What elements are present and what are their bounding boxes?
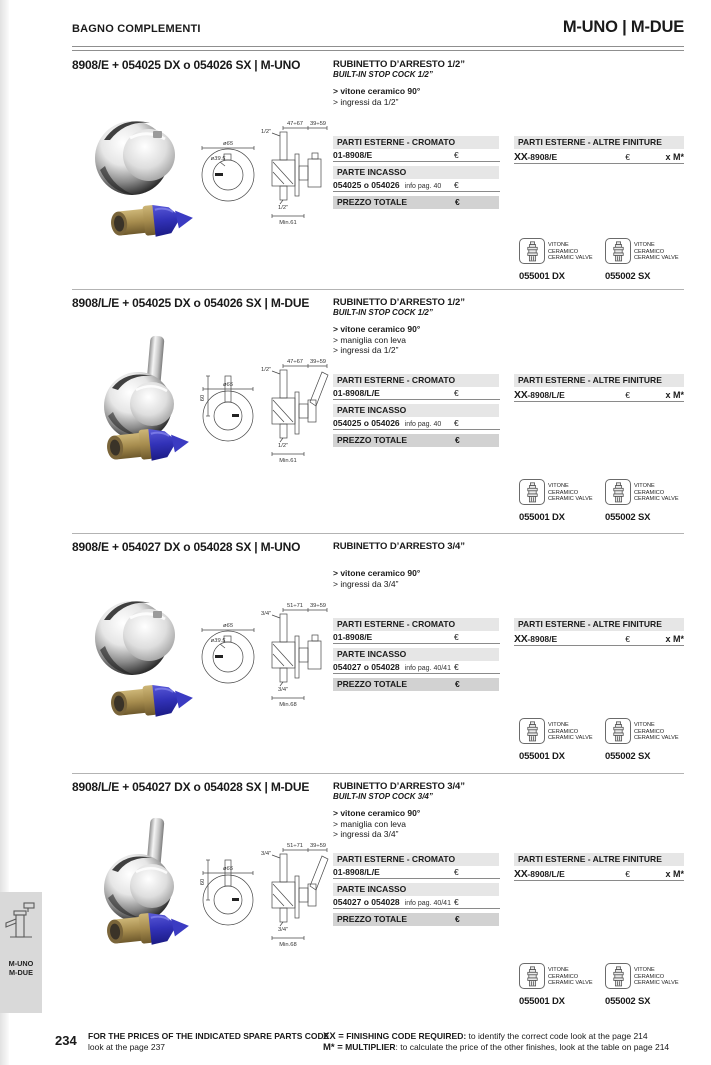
ceramic-valve-codes — [519, 479, 685, 523]
table-row-esterne — [333, 149, 500, 162]
svg-text:Min.61: Min.61 — [279, 220, 297, 226]
svg-text:1/2”: 1/2” — [278, 443, 288, 449]
product-name-it: RUBINETTO D’ARRESTO 1/2” — [333, 59, 465, 70]
feature-item: > vitone ceramico 90° — [333, 324, 421, 334]
footer-spare-parts-note — [88, 1031, 329, 1052]
table-header-esterne: PARTI ESTERNE - CROMATO — [333, 136, 499, 149]
valve-label-it: VITONE CERAMICO — [548, 967, 579, 980]
svg-text:39÷59: 39÷59 — [309, 603, 327, 609]
feature-item: > maniglia con leva — [333, 818, 407, 829]
total-label: PREZZO TOTALE — [337, 435, 408, 445]
page-header-category: BAGNO COMPLEMENTI — [72, 23, 201, 35]
valve-cartridge-icon — [605, 718, 631, 744]
tab-series-line2: M-DUE — [9, 967, 33, 977]
valve-label-it: VITONE CERAMICO — [634, 967, 665, 980]
part-code: 01-8908/E — [333, 632, 373, 642]
currency-symbol: € — [625, 390, 630, 400]
valve-label-it: VITONE CERAMICO — [548, 483, 579, 496]
product-code-title: 8908/E + 054025 DX o 054026 SX | M-UNO — [72, 58, 301, 72]
technical-drawing — [192, 102, 332, 227]
product-photo-knob — [92, 108, 187, 208]
table-header-incasso: PARTE INCASSO — [333, 404, 499, 417]
other-finishes-table — [514, 136, 684, 164]
table-row-incasso — [333, 179, 500, 192]
table-row-esterne — [333, 866, 500, 879]
product-photo-valve-body — [108, 676, 198, 726]
total-label: PREZZO TOTALE — [337, 914, 408, 924]
valve-option-dx — [519, 238, 599, 282]
feature-item: > vitone ceramico 90° — [333, 808, 421, 818]
total-label: PREZZO TOTALE — [337, 197, 408, 207]
svg-text:ø39.5: ø39.5 — [210, 156, 226, 162]
valve-code: 055001 DX — [519, 271, 565, 282]
svg-text:51÷71: 51÷71 — [286, 603, 304, 609]
footer-multiplier-legend: M* = MULTIPLIER: to calculate the price of the other finishes, look at the table on page 214 — [323, 1042, 670, 1053]
footer-note-bold: FOR THE PRICES OF THE INDICATED SPARE PARTS CODE — [88, 1031, 330, 1041]
multiplier-label: x M* — [665, 390, 684, 400]
currency-symbol: € — [454, 180, 459, 190]
svg-text:ø65: ø65 — [223, 623, 233, 629]
table-total-row — [333, 678, 499, 691]
valve-label-en: CERAMIC VALVE — [548, 496, 593, 503]
valve-label-en: CERAMIC VALVE — [548, 980, 593, 987]
feature-item: > maniglia con leva — [333, 334, 407, 345]
product-section-2 — [0, 296, 711, 532]
currency-symbol: € — [625, 152, 630, 162]
valve-label-it: VITONE CERAMICO — [634, 722, 665, 735]
price-table — [333, 853, 500, 926]
product-code-title: 8908/E + 054027 DX o 054028 SX | M-UNO — [72, 540, 301, 554]
valve-code: 055001 DX — [519, 996, 565, 1007]
currency-symbol: € — [625, 869, 630, 879]
product-code-title: 8908/L/E + 054027 DX o 054028 SX | M-DUE — [72, 780, 310, 794]
svg-text:ø65: ø65 — [223, 866, 233, 872]
svg-text:Min.68: Min.68 — [279, 942, 297, 948]
svg-text:47÷67: 47÷67 — [286, 359, 304, 365]
product-name-it: RUBINETTO D’ARRESTO 3/4” — [333, 541, 465, 552]
svg-text:47÷67: 47÷67 — [286, 121, 304, 127]
info-page-ref: info pag. 40 — [404, 421, 442, 428]
multiplier-label: x M* — [665, 634, 684, 644]
product-section-3 — [0, 540, 711, 772]
valve-label-en: CERAMIC VALVE — [634, 980, 679, 987]
valve-label-en: CERAMIC VALVE — [548, 735, 593, 742]
feature-item: > ingressi da 1/2” — [333, 345, 399, 355]
finish-code-prefix: XX — [514, 868, 528, 880]
svg-text:1/2”: 1/2” — [261, 129, 271, 135]
other-finishes-table — [514, 374, 684, 402]
currency-symbol: € — [455, 197, 460, 207]
section-divider — [72, 533, 684, 534]
feature-item: > ingressi da 1/2” — [333, 96, 399, 107]
valve-option-sx — [605, 479, 685, 523]
currency-symbol: € — [454, 867, 459, 877]
table-header-esterne: PARTI ESTERNE - CROMATO — [333, 853, 499, 866]
valve-cartridge-icon — [519, 718, 545, 744]
currency-symbol: € — [454, 897, 459, 907]
part-code: 054025 o 054026 — [333, 180, 400, 190]
product-name-en: BUILT-IN STOP COCK 3/4” — [333, 792, 433, 801]
feature-item: > vitone ceramico 90° — [333, 86, 421, 96]
table-header-finiture: PARTI ESTERNE - ALTRE FINITURE — [514, 374, 684, 387]
feature-item: > vitone ceramico 90° — [333, 568, 421, 578]
valve-label-en: CERAMIC VALVE — [634, 255, 679, 262]
valve-code: 055001 DX — [519, 512, 565, 523]
svg-text:39÷59: 39÷59 — [309, 121, 327, 127]
page-number: 234 — [55, 1033, 77, 1048]
valve-option-sx — [605, 238, 685, 282]
product-photo-valve-body — [108, 196, 198, 246]
table-header-finiture: PARTI ESTERNE - ALTRE FINITURE — [514, 136, 684, 149]
part-code: 01-8908/L/E — [333, 388, 380, 398]
table-row-incasso — [333, 417, 500, 430]
valve-label-it: VITONE CERAMICO — [634, 483, 665, 496]
part-code: -8908/E — [527, 152, 558, 162]
feature-item: > ingressi da 3/4” — [333, 578, 399, 589]
svg-text:3/4”: 3/4” — [278, 687, 288, 693]
svg-text:60: 60 — [200, 878, 206, 886]
footer-note-rest: look at the page 237 — [88, 1041, 166, 1052]
product-section-1 — [0, 58, 711, 288]
table-header-incasso: PARTE INCASSO — [333, 883, 499, 896]
table-row-finiture — [514, 631, 684, 646]
currency-symbol: € — [455, 435, 460, 445]
valve-label-en: CERAMIC VALVE — [634, 496, 679, 503]
svg-text:1/2”: 1/2” — [278, 205, 288, 211]
feature-list — [333, 324, 420, 356]
valve-option-sx — [605, 963, 685, 1007]
currency-symbol: € — [454, 662, 459, 672]
valve-cartridge-icon — [519, 479, 545, 505]
valve-code: 055002 SX — [605, 751, 651, 762]
svg-text:3/4”: 3/4” — [278, 927, 288, 933]
currency-symbol: € — [625, 634, 630, 644]
valve-label-it: VITONE CERAMICO — [634, 242, 665, 255]
valve-cartridge-icon — [605, 963, 631, 989]
svg-text:ø39.5: ø39.5 — [210, 638, 226, 644]
svg-text:3/4”: 3/4” — [261, 851, 271, 857]
footer-xx-legend: XX = FINISHING CODE REQUIRED: to identify the correct code look at the page 214 — [323, 1031, 648, 1042]
table-row-finiture — [514, 387, 684, 402]
table-total-row — [333, 913, 499, 926]
valve-cartridge-icon — [519, 963, 545, 989]
currency-symbol: € — [455, 914, 460, 924]
valve-option-dx — [519, 963, 599, 1007]
product-name-en: BUILT-IN STOP COCK 1/2” — [333, 308, 433, 317]
table-header-esterne: PARTI ESTERNE - CROMATO — [333, 618, 499, 631]
price-table — [333, 374, 500, 447]
product-code-title: 8908/L/E + 054025 DX o 054026 SX | M-DUE — [72, 296, 310, 310]
currency-symbol: € — [454, 150, 459, 160]
part-code: 01-8908/L/E — [333, 867, 380, 877]
product-photo-valve-body — [104, 904, 194, 954]
total-label: PREZZO TOTALE — [337, 679, 408, 689]
valve-cartridge-icon — [605, 479, 631, 505]
table-row-esterne — [333, 631, 500, 644]
product-description — [333, 297, 465, 318]
price-table — [333, 618, 500, 691]
series-side-tab — [0, 892, 42, 1013]
product-description — [333, 59, 465, 80]
product-name-en — [333, 552, 465, 562]
table-header-esterne: PARTI ESTERNE - CROMATO — [333, 374, 499, 387]
product-section-4 — [0, 780, 711, 1015]
feature-item: > ingressi da 3/4” — [333, 829, 399, 839]
svg-text:39÷59: 39÷59 — [309, 359, 327, 365]
ceramic-valve-codes — [519, 238, 685, 282]
valve-option-dx — [519, 479, 599, 523]
svg-text:Min.61: Min.61 — [279, 458, 297, 464]
feature-list — [333, 86, 420, 107]
valve-label-en: CERAMIC VALVE — [548, 255, 593, 262]
svg-text:60: 60 — [200, 394, 206, 402]
table-header-finiture: PARTI ESTERNE - ALTRE FINITURE — [514, 618, 684, 631]
product-name-it: RUBINETTO D’ARRESTO 3/4” — [333, 781, 465, 792]
multiplier-label: x M* — [665, 152, 684, 162]
part-code: 01-8908/E — [333, 150, 373, 160]
info-page-ref: info pag. 40/41 — [404, 665, 451, 672]
footer-legend — [323, 1031, 669, 1053]
product-photo-knob — [92, 588, 187, 688]
valve-option-dx — [519, 718, 599, 762]
product-description — [333, 781, 465, 802]
valve-code: 055001 DX — [519, 751, 565, 762]
svg-text:Min.68: Min.68 — [279, 702, 297, 708]
svg-text:39÷59: 39÷59 — [309, 843, 327, 849]
table-total-row — [333, 196, 499, 209]
ceramic-valve-codes — [519, 963, 685, 1007]
feature-list — [333, 808, 420, 840]
part-code: -8908/L/E — [527, 869, 565, 879]
valve-code: 055002 SX — [605, 996, 651, 1007]
table-row-esterne — [333, 387, 500, 400]
price-table — [333, 136, 500, 209]
table-header-incasso: PARTE INCASSO — [333, 648, 499, 661]
table-row-finiture — [514, 866, 684, 881]
ceramic-valve-codes — [519, 718, 685, 762]
valve-cartridge-icon — [605, 238, 631, 264]
valve-label-it: VITONE CERAMICO — [548, 242, 579, 255]
tab-series-line1: M-UNO — [8, 959, 34, 968]
valve-code: 055002 SX — [605, 512, 651, 523]
other-finishes-table — [514, 618, 684, 646]
currency-symbol: € — [455, 679, 460, 689]
currency-symbol: € — [454, 418, 459, 428]
finish-code-prefix: XX — [514, 151, 528, 163]
page-header-series: M-UNO | M-DUE — [562, 18, 684, 36]
table-row-incasso — [333, 661, 500, 674]
part-code: -8908/L/E — [527, 390, 565, 400]
feature-list — [333, 568, 420, 589]
technical-drawing — [192, 584, 332, 709]
header-rule — [72, 46, 684, 51]
faucet-icon — [3, 900, 39, 946]
technical-drawing — [192, 340, 332, 465]
section-divider — [72, 289, 684, 290]
currency-symbol: € — [454, 388, 459, 398]
table-row-incasso — [333, 896, 500, 909]
info-page-ref: info pag. 40 — [404, 183, 442, 190]
info-page-ref: info pag. 40/41 — [404, 900, 451, 907]
valve-cartridge-icon — [519, 238, 545, 264]
table-header-finiture: PARTI ESTERNE - ALTRE FINITURE — [514, 853, 684, 866]
svg-text:1/2”: 1/2” — [261, 367, 271, 373]
product-name-it: RUBINETTO D’ARRESTO 1/2” — [333, 297, 465, 308]
product-name-en: BUILT-IN STOP COCK 1/2” — [333, 70, 433, 79]
valve-label-it: VITONE CERAMICO — [548, 722, 579, 735]
finish-code-prefix: XX — [514, 633, 528, 645]
table-header-incasso: PARTE INCASSO — [333, 166, 499, 179]
table-row-finiture — [514, 149, 684, 164]
svg-text:3/4”: 3/4” — [261, 611, 271, 617]
svg-text:ø65: ø65 — [223, 141, 233, 147]
part-code: 054025 o 054026 — [333, 418, 400, 428]
svg-text:51÷71: 51÷71 — [286, 843, 304, 849]
part-code: 054027 o 054028 — [333, 662, 400, 672]
section-divider — [72, 773, 684, 774]
part-code: 054027 o 054028 — [333, 897, 400, 907]
other-finishes-table — [514, 853, 684, 881]
product-description — [333, 541, 465, 562]
multiplier-label: x M* — [665, 869, 684, 879]
product-photo-valve-body — [104, 420, 194, 470]
valve-code: 055002 SX — [605, 271, 651, 282]
part-code: -8908/E — [527, 634, 558, 644]
valve-label-en: CERAMIC VALVE — [634, 735, 679, 742]
finish-code-prefix: XX — [514, 389, 528, 401]
table-total-row — [333, 434, 499, 447]
valve-option-sx — [605, 718, 685, 762]
technical-drawing — [192, 824, 332, 949]
svg-text:ø65: ø65 — [223, 382, 233, 388]
currency-symbol: € — [454, 632, 459, 642]
